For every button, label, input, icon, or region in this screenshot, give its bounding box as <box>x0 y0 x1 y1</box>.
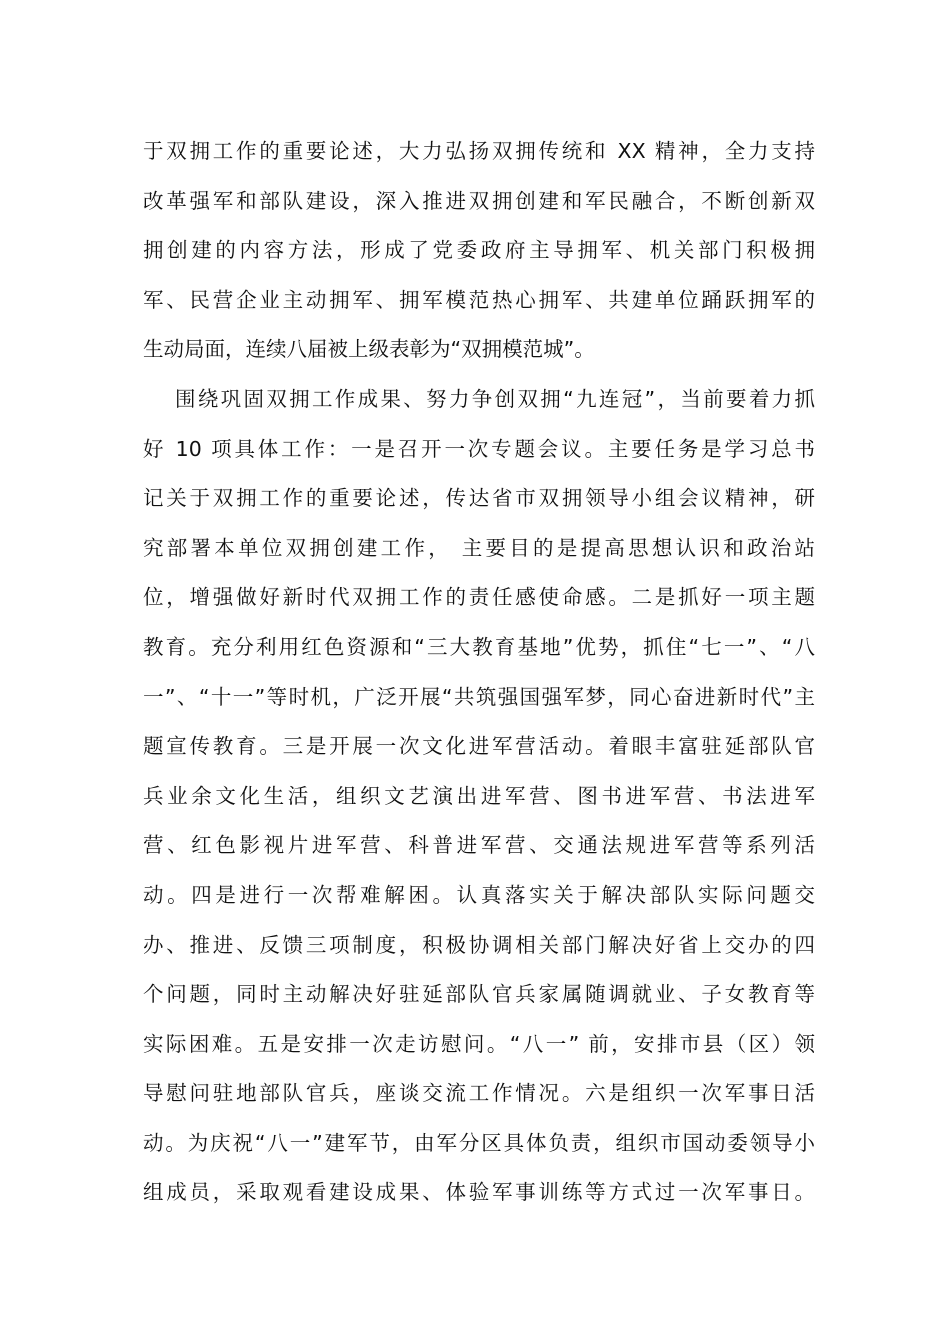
paragraph-2-line-3: 记关于双拥工作的重要论述，传达省市双拥领导小组会议精神，研 <box>143 486 815 511</box>
paragraph-2-line-6: 教育。充分利用红色资源和“三大教育基地”优势，抓住“七一”、“八 <box>143 634 815 659</box>
paragraph-2-line-17: 组成员，采取观看建设成果、体验军事训练等方式过一次军事日。 <box>143 1180 815 1205</box>
paragraph-2-line-10: 营、红色影视片进军营、科普进军营、交通法规进军营等系列活 <box>143 833 815 858</box>
paragraph-2-line-14: 实际困难。五是安排一次走访慰问。“八一” 前，安排市县（区）领 <box>143 1031 815 1056</box>
paragraph-1-line-4: 军、民营企业主动拥军、拥军模范热心拥军、共建单位踊跃拥军的 <box>143 287 815 312</box>
paragraph-2-line-16: 动。为庆祝“八一”建军节，由军分区具体负责，组织市国动委领导小 <box>143 1130 815 1155</box>
paragraph-2-line-7: 一”、“十一”等时机，广泛开展“共筑强国强军梦，同心奋进新时代”主 <box>143 684 815 709</box>
paragraph-2-line-11: 动。四是进行一次帮难解困。认真落实关于解决部队实际问题交 <box>143 882 815 907</box>
paragraph-2-line-12: 办、推进、反馈三项制度，积极协调相关部门解决好省上交办的四 <box>143 932 815 957</box>
paragraph-1-line-1: 于双拥工作的重要论述，大力弘扬双拥传统和 XX 精神，全力支持 <box>143 139 815 163</box>
paragraph-2-line-15: 导慰问驻地部队官兵，座谈交流工作情况。六是组织一次军事日活 <box>143 1081 815 1106</box>
document-body <box>143 127 815 1218</box>
paragraph-2-line-9: 兵业余文化生活，组织文艺演出进军营、图书进军营、书法进军 <box>143 783 815 808</box>
paragraph-2-line-2: 好 10 项具体工作：一是召开一次专题会议。主要任务是学习总书 <box>143 436 815 461</box>
paragraph-2-line-4: 究部署本单位双拥创建工作， 主要目的是提高思想认识和政治站 <box>143 535 815 560</box>
paragraph-2-line-5: 位，增强做好新时代双拥工作的责任感使命感。二是抓好一项主题 <box>143 585 815 610</box>
paragraph-2-line-8: 题宣传教育。三是开展一次文化进军营活动。着眼丰富驻延部队官 <box>143 734 815 759</box>
paragraph-2-line-1: 围绕巩固双拥工作成果、努力争创双拥“九连冠”，当前要着力抓 <box>175 386 815 411</box>
paragraph-2-line-13: 个问题，同时主动解决好驻延部队官兵家属随调就业、子女教育等 <box>143 982 815 1007</box>
paragraph-1-line-2: 改革强军和部队建设，深入推进双拥创建和军民融合，不断创新双 <box>143 188 815 213</box>
paragraph-1-line-5: 生动局面，连续八届被上级表彰为“双拥模范城”。 <box>143 337 595 362</box>
paragraph-1-line-3: 拥创建的内容方法，形成了党委政府主导拥军、机关部门积极拥 <box>143 238 815 263</box>
